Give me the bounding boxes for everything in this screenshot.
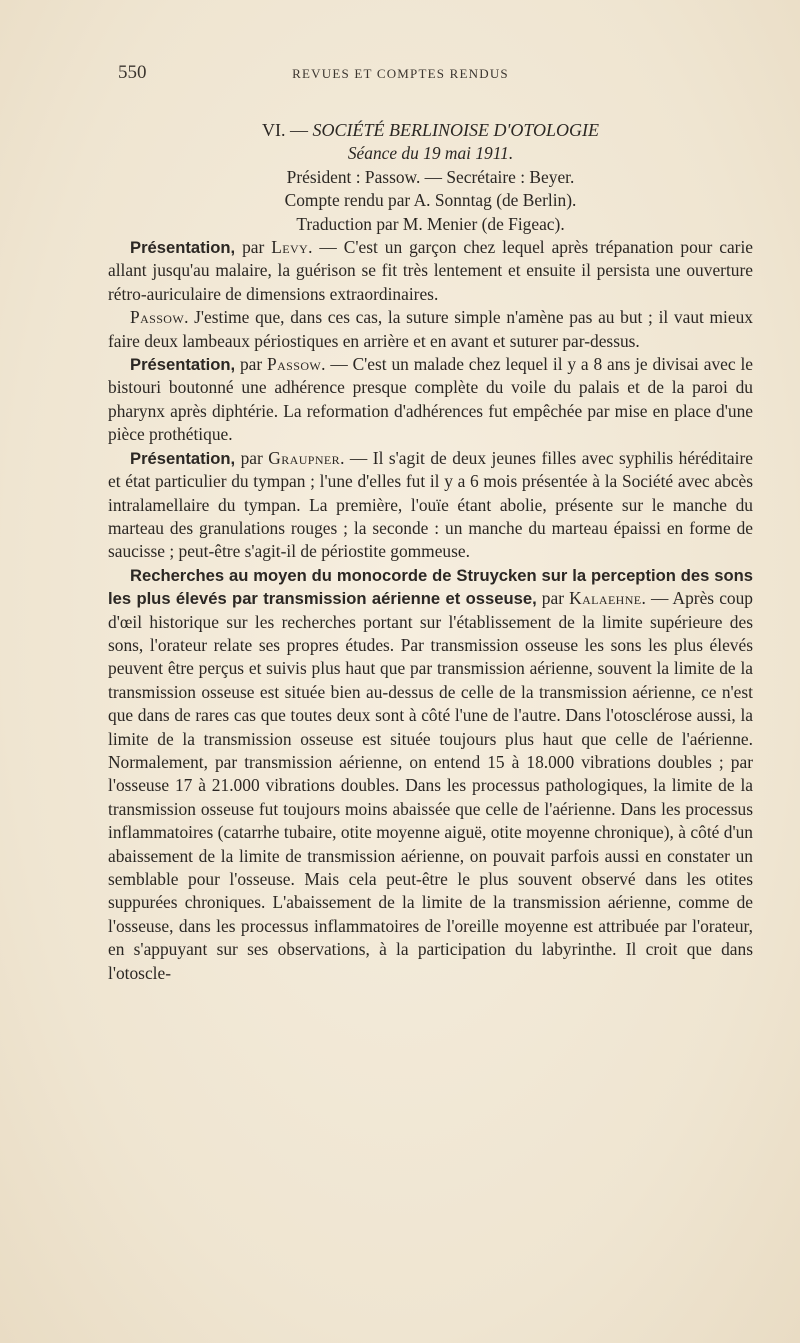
paragraph-text: . J'estime que, dans ces cas, la suture simple n'amène pas au but ; il vaut mieux faire deux lambeaux périostiques en arrière et en avant et suturer par-dessus. bbox=[108, 307, 753, 351]
section-heading bbox=[108, 119, 753, 142]
by-text: par bbox=[235, 237, 272, 258]
traduction-line: Traduction par M. Menier (de Figeac). bbox=[296, 213, 565, 234]
paragraph-heading: Recherches au moyen du monocorde de Struycken sur la perception des sons les plus élevés par transmission aérienne et osseuse, bbox=[108, 565, 753, 609]
author-name: Passow bbox=[267, 354, 322, 375]
paragraph-levy bbox=[108, 236, 753, 306]
article-body bbox=[108, 119, 753, 985]
running-title: REVUES ET COMPTES RENDUS bbox=[292, 66, 509, 81]
by-text: par bbox=[235, 354, 268, 375]
author-name: Levy bbox=[271, 237, 309, 258]
paragraph-heading: Présentation, bbox=[130, 355, 236, 375]
paragraph-heading: Présentation, bbox=[130, 238, 236, 258]
page-number: 550 bbox=[118, 62, 147, 83]
paragraph-heading: Présentation, bbox=[130, 448, 236, 468]
paragraph-text: . — Après coup d'œil historique sur les recherches portant sur l'établissement de la limite supérieure des sons, l'orateur relate ses propres études. Par transmission osseuse les sons les plus élevés peuvent être perçus et suivis plus haut que par transmission aérienne, souvent la limite de la transmission osseuse est située bien au-dessus de celle de la transmission aérienne, ce n'est que dans de rares cas que toutes deux sont à côté l'une de l'autre. Dans l'otosclérose aussi, la limite de la transmission osseuse est située toujours plus haut que celle de l'aérienne. Normalement, par transmission aérienne, on entend 15 à 18.000 vibrations doubles ; par l'osseuse 17 à 21.000 vibrations doubles. Dans les processus pathologiques, la limite de la transmission osseuse fut toujours moins abaissée que celle de l'aérienne. Dans les processus inflammatoires (catarrhe tubaire, otite moyenne aiguë, otite moyenne chronique), à côté d'un abaissement de la limite de transmission aérienne, on pouvait parfois aussi en constater un semblable pour l'osseuse. Mais cela peut-être le plus souvent observé dans les otites suppurées chroniques. L'abaissement de la limite de la transmission aérienne, comme de l'osseuse, dans les processus inflammatoires de l'oreille moyenne est attribuée par l'orateur, en s'appuyant sur ses observations, à la participation du labyrinthe. Il croit que dans l'otoscle- bbox=[108, 588, 753, 983]
author-name: Graupner bbox=[268, 447, 341, 468]
by-text: par bbox=[536, 588, 570, 609]
seance-date: Séance du 19 mai 1911. bbox=[347, 143, 514, 164]
page-header bbox=[108, 62, 693, 88]
paragraph-text: . — Il s'agit de deux jeunes filles avec syphilis héréditaire et état particulier du tympan ; l'une d'elles fut il y a 6 mois présentée à la Société avec abcès intralamellaire du tympan. La première, l'ouïe étant abolie, présente sur le manche du marteau des granulations rouges ; la seconde : un manche du marteau épaissi en forme de saucisse ; peut-être s'agit-il de périostite gommeuse. bbox=[108, 447, 753, 562]
author-name: Passow bbox=[130, 307, 185, 328]
president-line: Président : Passow. — Secrétaire : Beyer. bbox=[286, 166, 575, 187]
paragraph-passow-reply bbox=[108, 306, 753, 353]
paragraph-passow bbox=[108, 353, 753, 447]
paragraph-text: . — C'est un malade chez lequel il y a 8 ans je divisai avec le bistouri boutonné une adhérence presque complète du voile du palais et de la paroi du pharynx après diphtérie. La reformation d'adhérences fut empêchée par mise en place d'une pièce prothétique. bbox=[108, 354, 753, 445]
paragraph-text: . — C'est un garçon chez lequel après trépanation pour carie allant jusqu'au malaire, la guérison se fit très lentement et ensuite il persista une ouverture rétro-auriculaire de dimensions extraordinaires. bbox=[108, 237, 754, 304]
section-title: SOCIÉTÉ BERLINOISE D'OTOLOGIE bbox=[312, 120, 599, 140]
author-name: Kalaehne bbox=[569, 588, 642, 609]
by-text: par bbox=[235, 447, 269, 468]
paragraph-graupner bbox=[108, 447, 753, 564]
paragraph-kalaehne bbox=[108, 564, 753, 985]
section-number: VI. — bbox=[261, 120, 308, 140]
compte-rendu-line: Compte rendu par A. Sonntag (de Berlin). bbox=[284, 190, 577, 211]
